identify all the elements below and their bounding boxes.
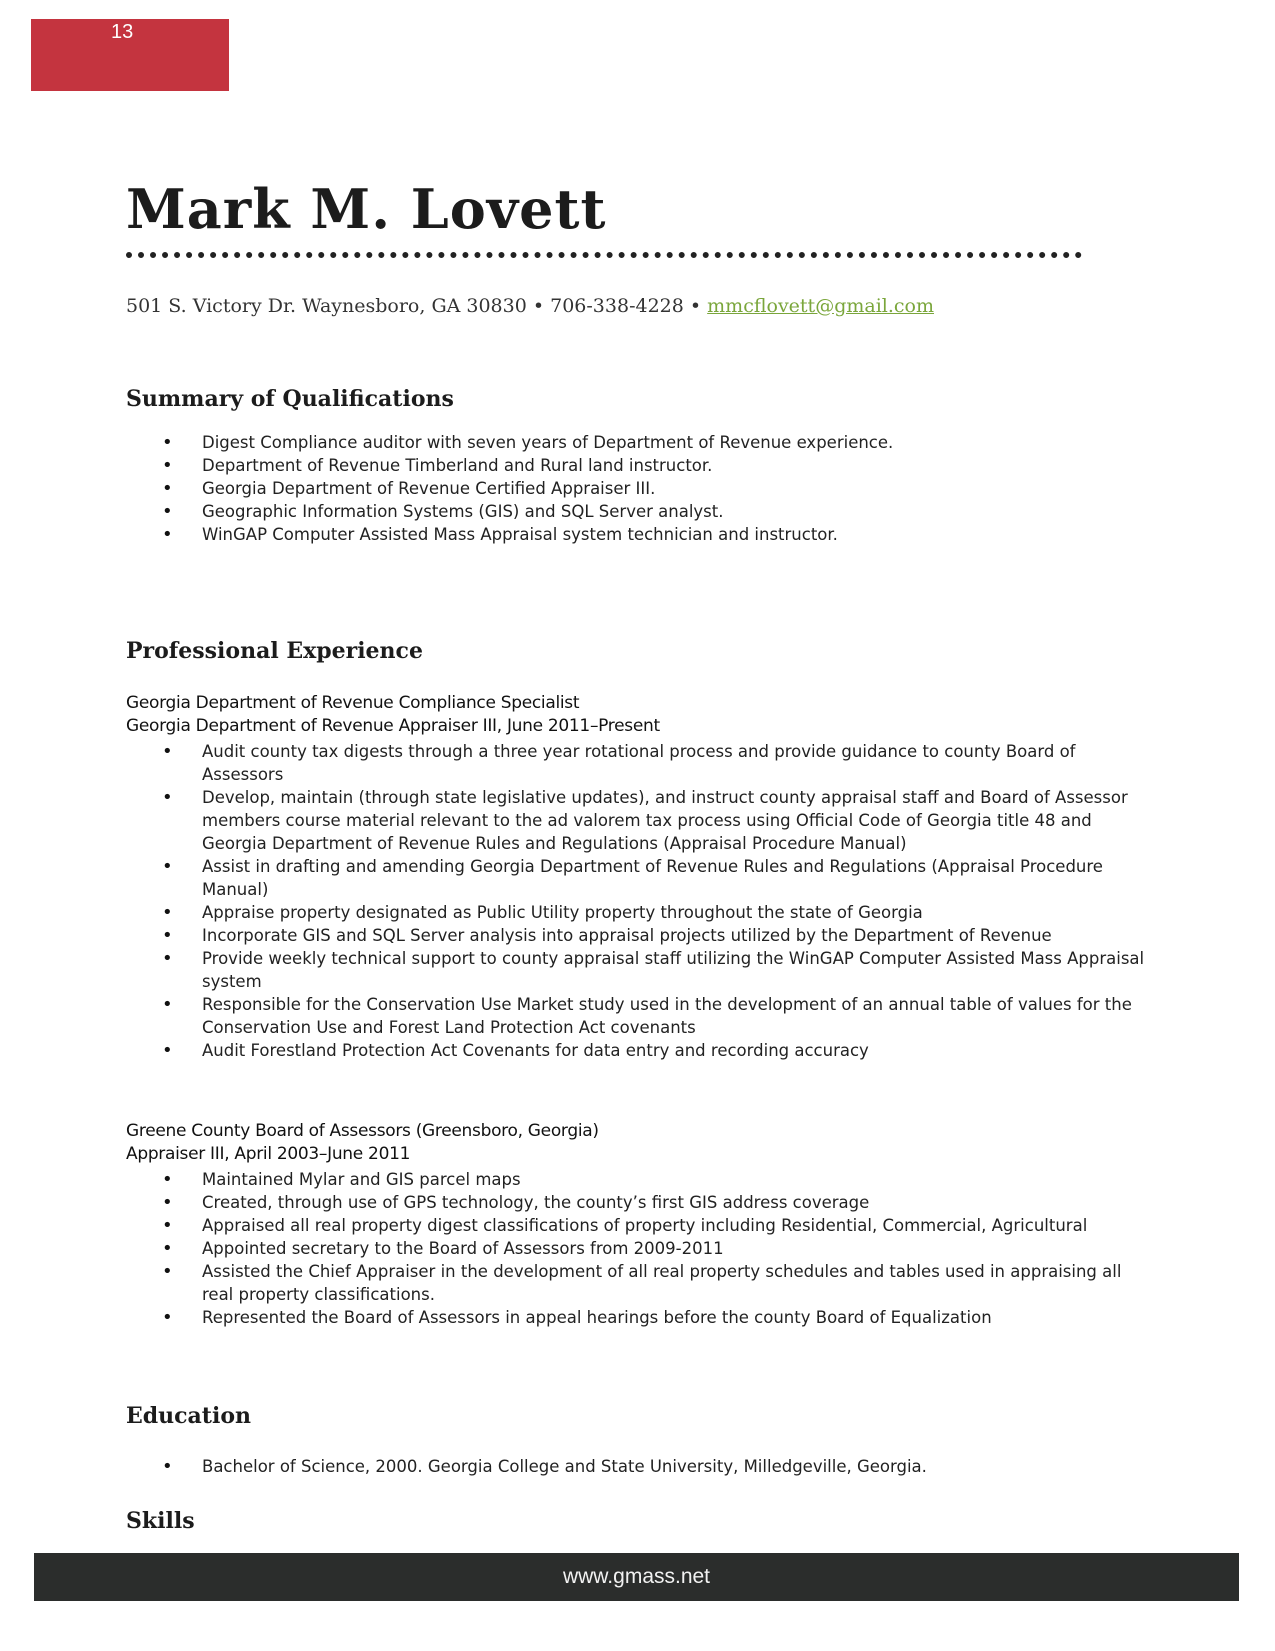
list-item: • Audit Forestland Protection Act Covenants for data entry and recording accuracy (126, 1039, 1146, 1062)
job-2-duties (126, 1168, 1146, 1329)
list-item: • Geographic Information Systems (GIS) and SQL Server analyst. (126, 500, 1146, 523)
job-1-title: Georgia Department of Revenue Compliance Specialist (126, 693, 580, 713)
job-2-position: Appraiser III, April 2003–June 2011 (126, 1144, 411, 1164)
list-item: • Digest Compliance auditor with seven years of Department of Revenue experience. (126, 431, 1146, 454)
list-item: • Georgia Department of Revenue Certified Appraiser III. (126, 477, 1146, 500)
list-item: • WinGAP Computer Assisted Mass Appraisal system technician and instructor. (126, 523, 1146, 546)
job-1-duties (126, 740, 1146, 1062)
name-divider (126, 252, 1082, 258)
list-item: • Appointed secretary to the Board of Assessors from 2009-2011 (126, 1237, 1146, 1260)
contact-email-link[interactable]: mmcflovett@gmail.com (707, 295, 934, 317)
contact-separator: • (683, 295, 708, 317)
list-item: • Appraised all real property digest classifications of property including Residential, Commercial, Agricultural (126, 1214, 1146, 1237)
list-item: • Assisted the Chief Appraiser in the development of all real property schedules and tables used in appraising all real property classifications. (126, 1260, 1146, 1306)
job-2-title: Greene County Board of Assessors (Greensboro, Georgia) (126, 1121, 599, 1141)
list-item: • Bachelor of Science, 2000. Georgia College and State University, Milledgeville, Georgia. (126, 1455, 1146, 1478)
contact-phone: 706-338-4228 (550, 295, 684, 317)
page-number-tab (31, 19, 229, 91)
contact-line (126, 295, 934, 317)
footer-url: www.gmass.net (562, 1565, 711, 1588)
experience-heading: Professional Experience (126, 638, 423, 664)
footer-bar (34, 1553, 1239, 1601)
page-number: 13 (111, 21, 134, 43)
list-item: • Created, through use of GPS technology, the county’s first GIS address coverage (126, 1191, 1146, 1214)
list-item: • Maintained Mylar and GIS parcel maps (126, 1168, 1146, 1191)
resume-name: Mark M. Lovett (126, 177, 607, 241)
list-item: • Responsible for the Conservation Use Market study used in the development of an annual table of values for the Conservation Use and Forest Land Protection Act covenants (126, 993, 1146, 1039)
job-1-position: Georgia Department of Revenue Appraiser III, June 2011–Present (126, 716, 660, 736)
skills-heading: Skills (126, 1508, 195, 1534)
list-item: • Appraise property designated as Public Utility property throughout the state of Georgia (126, 901, 1146, 924)
contact-separator: • (526, 295, 551, 317)
education-list (126, 1455, 1146, 1478)
list-item: • Assist in drafting and amending Georgia Department of Revenue Rules and Regulations (Appraisal Procedure Manual) (126, 855, 1146, 901)
education-heading: Education (126, 1403, 251, 1429)
list-item: • Audit county tax digests through a three year rotational process and provide guidance to county Board of Assessors (126, 740, 1146, 786)
list-item: • Develop, maintain (through state legislative updates), and instruct county appraisal staff and Board of Assessor members course material relevant to the ad valorem tax process using Official Code of Georgia title 48 and Georgia Department of Revenue Rules and Regulations (Appraisal Procedure Manual) (126, 786, 1146, 855)
summary-heading: Summary of Qualifications (126, 386, 454, 412)
contact-address: 501 S. Victory Dr. Waynesboro, GA 30830 (126, 295, 527, 317)
list-item: • Represented the Board of Assessors in appeal hearings before the county Board of Equalization (126, 1306, 1146, 1329)
list-item: • Provide weekly technical support to county appraisal staff utilizing the WinGAP Computer Assisted Mass Appraisal system (126, 947, 1146, 993)
summary-list (126, 431, 1146, 546)
list-item: • Incorporate GIS and SQL Server analysis into appraisal projects utilized by the Department of Revenue (126, 924, 1146, 947)
list-item: • Department of Revenue Timberland and Rural land instructor. (126, 454, 1146, 477)
